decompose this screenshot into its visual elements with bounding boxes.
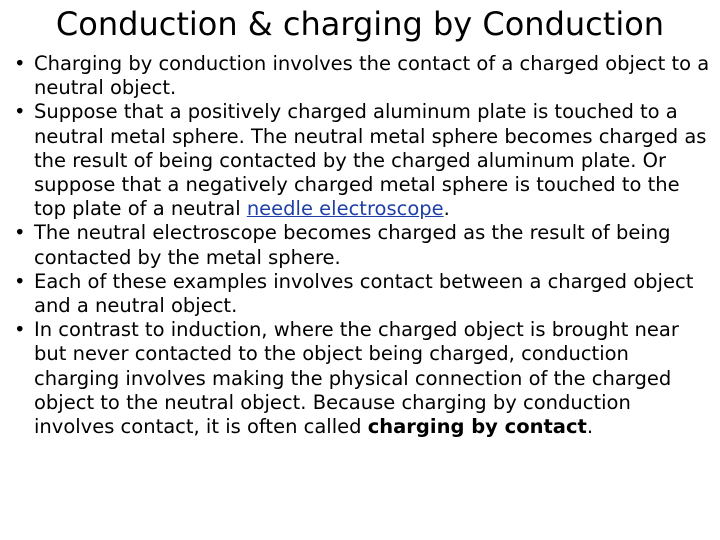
bullet-item	[14, 100, 714, 221]
bullet-icon: •	[14, 318, 26, 342]
bullet-icon: •	[14, 269, 26, 293]
needle-electroscope-link[interactable]: needle electroscope	[246, 197, 444, 221]
slide-title: Conduction & charging by Conduction	[55, 5, 665, 43]
bullet-text: Each of these examples involves contact between a charged object and a neutral object.	[34, 269, 694, 318]
bullet-item	[14, 221, 714, 269]
bullet-text: In contrast to induction, where the charged object is brought near but never contacted to the object being charged, conduction charging involves making the physical connection of the charged object to the neutral object. Because charging by conduction involves contact, it is often called	[34, 318, 679, 439]
bullet-item	[14, 270, 714, 318]
bullet-text-end: .	[443, 197, 450, 221]
bullet-icon: •	[14, 221, 26, 245]
bullet-text: Charging by conduction involves the contact of a charged object to a neutral object.	[34, 52, 710, 100]
bullet-icon: •	[14, 52, 26, 75]
bullet-icon: •	[14, 100, 26, 124]
bullet-list	[14, 52, 714, 439]
bullet-item	[14, 52, 714, 100]
bullet-item	[14, 318, 714, 439]
bullet-text-end: .	[586, 415, 594, 439]
bullet-text: Suppose that a positively charged aluminum plate is touched to a neutral metal sphere. The neutral metal sphere becomes charged as the result of being contacted by the charged aluminum plate. Or suppose that a negatively charged metal sphere is touched to the top plate of a neutral	[34, 100, 707, 221]
bullet-text: The neutral electroscope becomes charged as the result of being contacted by the metal sphere.	[34, 221, 671, 269]
bold-term: charging by contact	[367, 415, 587, 439]
